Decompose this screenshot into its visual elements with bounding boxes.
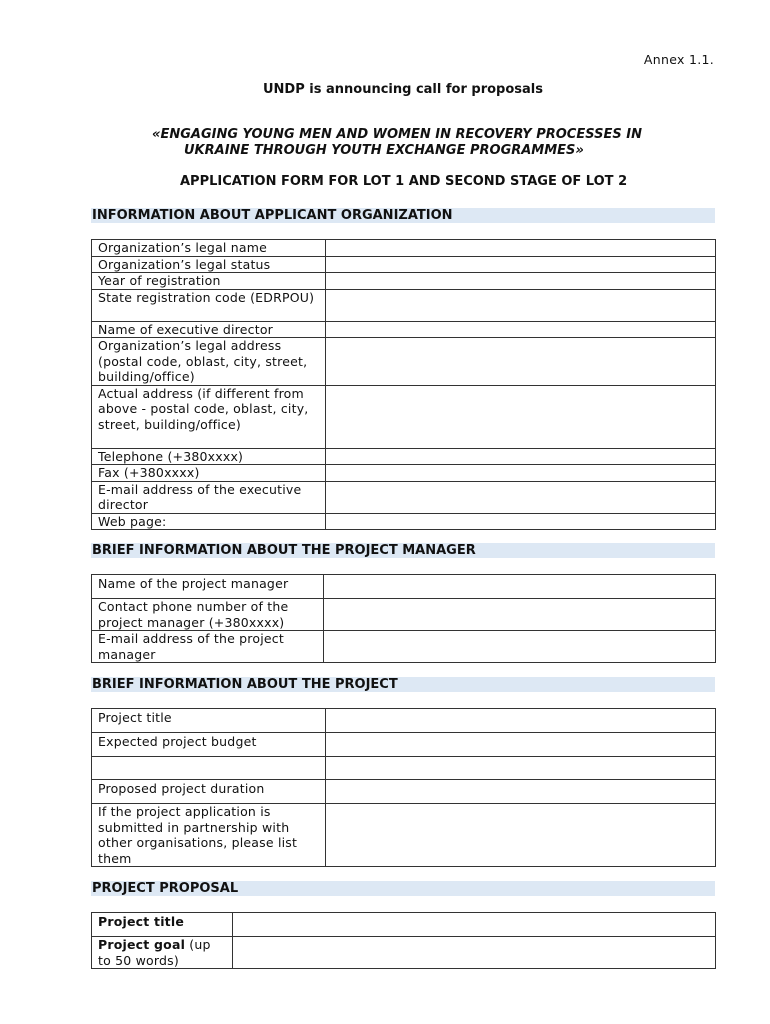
project-input-partners[interactable]	[326, 804, 716, 867]
project-label-partners: If the project application is submitted in partnership with other organisations, please list them	[92, 804, 326, 867]
applicant-label-fax: Fax (+380xxxx)	[92, 465, 326, 482]
announcement-heading: UNDP is announcing call for proposals	[262, 82, 543, 97]
applicant-input-edrpou[interactable]	[326, 289, 716, 321]
applicant-input-email[interactable]	[326, 481, 716, 513]
applicant-table	[91, 239, 716, 530]
applicant-input-director[interactable]	[326, 321, 716, 338]
project-input-duration[interactable]	[326, 780, 716, 804]
section-header-manager: BRIEF INFORMATION ABOUT THE PROJECT MANAGER	[91, 543, 715, 558]
project-label-empty	[92, 757, 326, 780]
form-title: APPLICATION FORM FOR LOT 1 AND SECOND STAGE OF LOT 2	[180, 174, 628, 189]
applicant-label-legal-name: Organization’s legal name	[92, 240, 326, 257]
proposal-label-goal-bold: Project goal	[98, 937, 186, 952]
proposal-label-title: Project title	[92, 913, 233, 937]
programme-title-line-1: «ENGAGING YOUNG MEN AND WOMEN IN RECOVERY PROCESSES IN	[152, 127, 642, 142]
project-input-empty[interactable]	[326, 757, 716, 780]
proposal-input-goal[interactable]	[233, 937, 716, 969]
manager-label-phone: Contact phone number of the project manager (+380xxxx)	[92, 599, 324, 631]
annex-label: Annex 1.1.	[643, 52, 714, 67]
applicant-label-web: Web page:	[92, 513, 326, 530]
applicant-label-edrpou: State registration code (EDRPOU)	[92, 289, 326, 321]
applicant-input-legal-address[interactable]	[326, 338, 716, 386]
manager-label-name: Name of the project manager	[92, 575, 324, 599]
manager-table	[91, 574, 716, 663]
section-header-applicant: INFORMATION ABOUT APPLICANT ORGANIZATION	[91, 208, 715, 223]
project-input-budget[interactable]	[326, 733, 716, 757]
project-label-duration: Proposed project duration	[92, 780, 326, 804]
applicant-input-telephone[interactable]	[326, 448, 716, 465]
manager-input-name[interactable]	[324, 575, 716, 599]
proposal-input-title[interactable]	[233, 913, 716, 937]
applicant-label-legal-status: Organization’s legal status	[92, 256, 326, 273]
applicant-input-year[interactable]	[326, 273, 716, 290]
applicant-input-legal-name[interactable]	[326, 240, 716, 257]
project-input-title[interactable]	[326, 709, 716, 733]
proposal-label-goal-note: (up to 50 words)	[98, 937, 211, 968]
manager-input-phone[interactable]	[324, 599, 716, 631]
project-label-budget: Expected project budget	[92, 733, 326, 757]
applicant-input-fax[interactable]	[326, 465, 716, 482]
manager-label-email: E-mail address of the project manager	[92, 631, 324, 663]
project-table	[91, 708, 716, 867]
programme-title	[152, 127, 712, 159]
applicant-input-legal-status[interactable]	[326, 256, 716, 273]
applicant-label-legal-address: Organization’s legal address (postal code, oblast, city, street, building/office)	[92, 338, 326, 386]
applicant-label-year: Year of registration	[92, 273, 326, 290]
project-label-title: Project title	[92, 709, 326, 733]
applicant-input-actual-address[interactable]	[326, 385, 716, 448]
applicant-label-director: Name of executive director	[92, 321, 326, 338]
applicant-input-web[interactable]	[326, 513, 716, 530]
programme-title-line-2: UKRAINE THROUGH YOUTH EXCHANGE PROGRAMMES»	[184, 143, 584, 158]
applicant-label-email: E-mail address of the executive director	[92, 481, 326, 513]
proposal-label-goal	[92, 937, 233, 969]
section-header-project: BRIEF INFORMATION ABOUT THE PROJECT	[91, 677, 715, 692]
applicant-label-telephone: Telephone (+380xxxx)	[92, 448, 326, 465]
proposal-table	[91, 912, 716, 969]
section-header-proposal: PROJECT PROPOSAL	[91, 881, 715, 896]
manager-input-email[interactable]	[324, 631, 716, 663]
applicant-label-actual-address: Actual address (if different from above - postal code, oblast, city, street, building/office)	[92, 385, 326, 448]
